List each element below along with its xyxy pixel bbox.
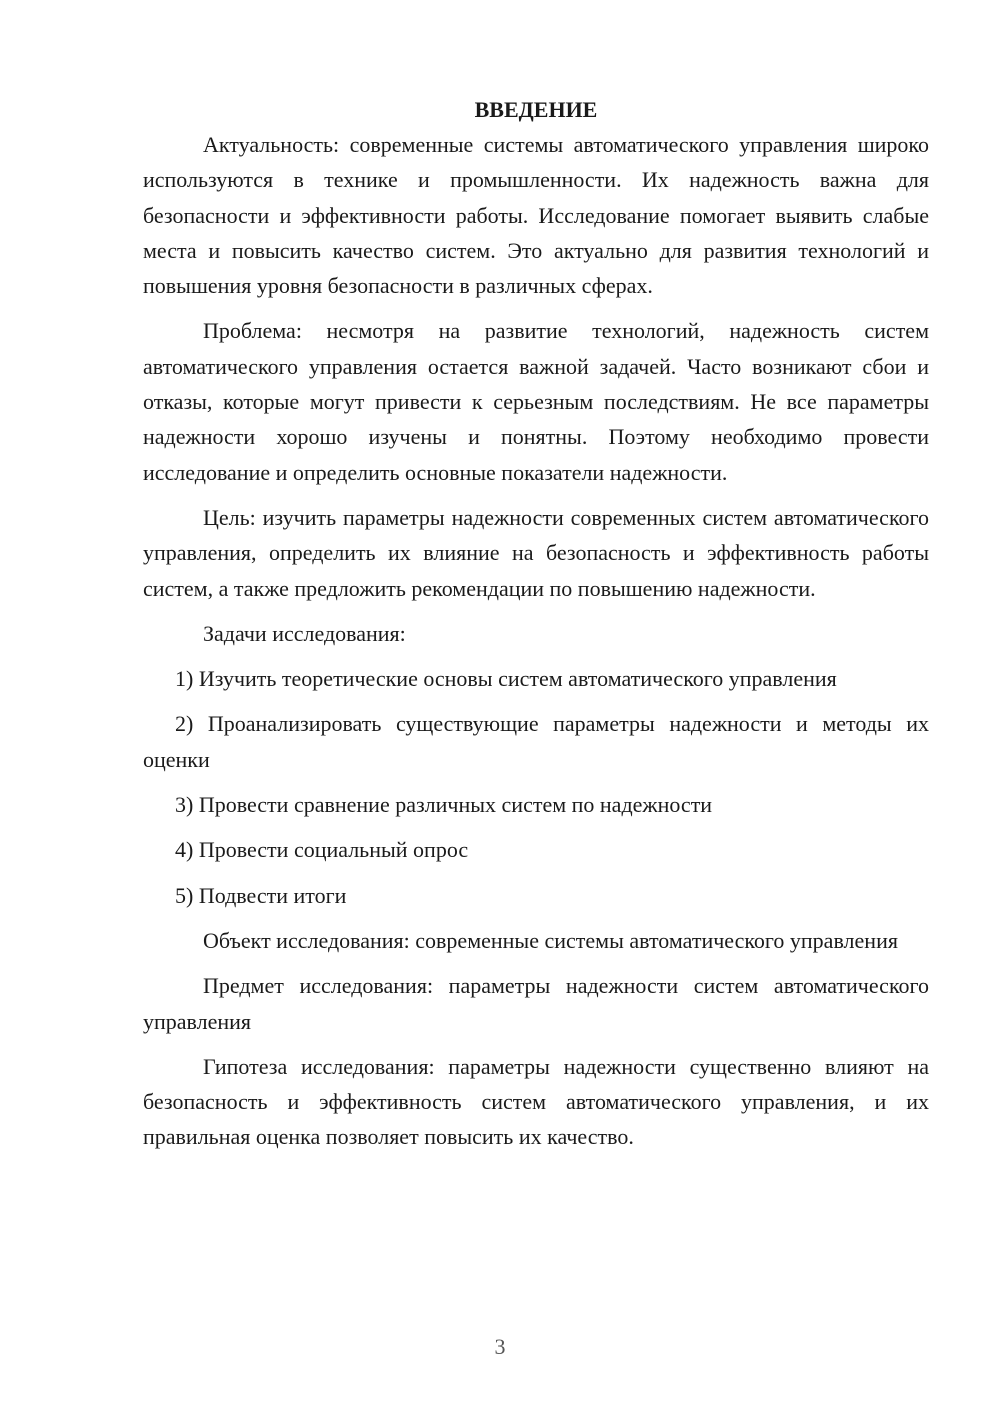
- tasks-heading: Задачи исследования:: [203, 620, 406, 646]
- task-item: 2) Проанализировать существующие параметры надежности и методы их оценки: [143, 711, 929, 772]
- task-item: 4) Провести социальный опрос: [175, 837, 469, 863]
- paragraph-goal: Цель: изучить параметры надежности современных систем автоматического управления, определить их влияние на безопасность и эффективность работы систем, а также предложить рекомендации по повышению надежности.: [143, 504, 929, 601]
- task-item: 1) Изучить теоретические основы систем автоматического управления: [175, 666, 837, 692]
- task-item: 5) Подвести итоги: [175, 882, 347, 908]
- paragraph-subject: Предмет исследования: параметры надежности систем автоматического управления: [143, 973, 929, 1034]
- document-page: [143, 92, 929, 1155]
- paragraph-relevance: Актуальность: современные системы автоматического управления широко используются в технике и промышленности. Их надежность важна для безопасности и эффективности работы. Исследование помогает выявить слабые места и повысить качество систем. Это актуально для развития технологий и повышения уровня безопасности в различных сферах.: [143, 132, 929, 299]
- paragraph-object: Объект исследования: современные системы автоматического управления: [203, 927, 898, 953]
- section-title: ВВЕДЕНИЕ: [474, 97, 598, 122]
- paragraph-hypothesis: Гипотеза исследования: параметры надежности существенно влияют на безопасность и эффективность систем автоматического управления, и их правильная оценка позволяет повысить их качество.: [143, 1053, 929, 1150]
- paragraph-problem: Проблема: несмотря на развитие технологий, надежность систем автоматического управления остается важной задачей. Часто возникают сбои и отказы, которые могут привести к серьезным последствиям. Не все параметры надежности хорошо изучены и понятны. Поэтому необходимо провести исследование и определить основные показатели надежности.: [143, 318, 929, 485]
- task-item: 3) Провести сравнение различных систем по надежности: [175, 792, 713, 818]
- page-number: 3: [494, 1334, 506, 1359]
